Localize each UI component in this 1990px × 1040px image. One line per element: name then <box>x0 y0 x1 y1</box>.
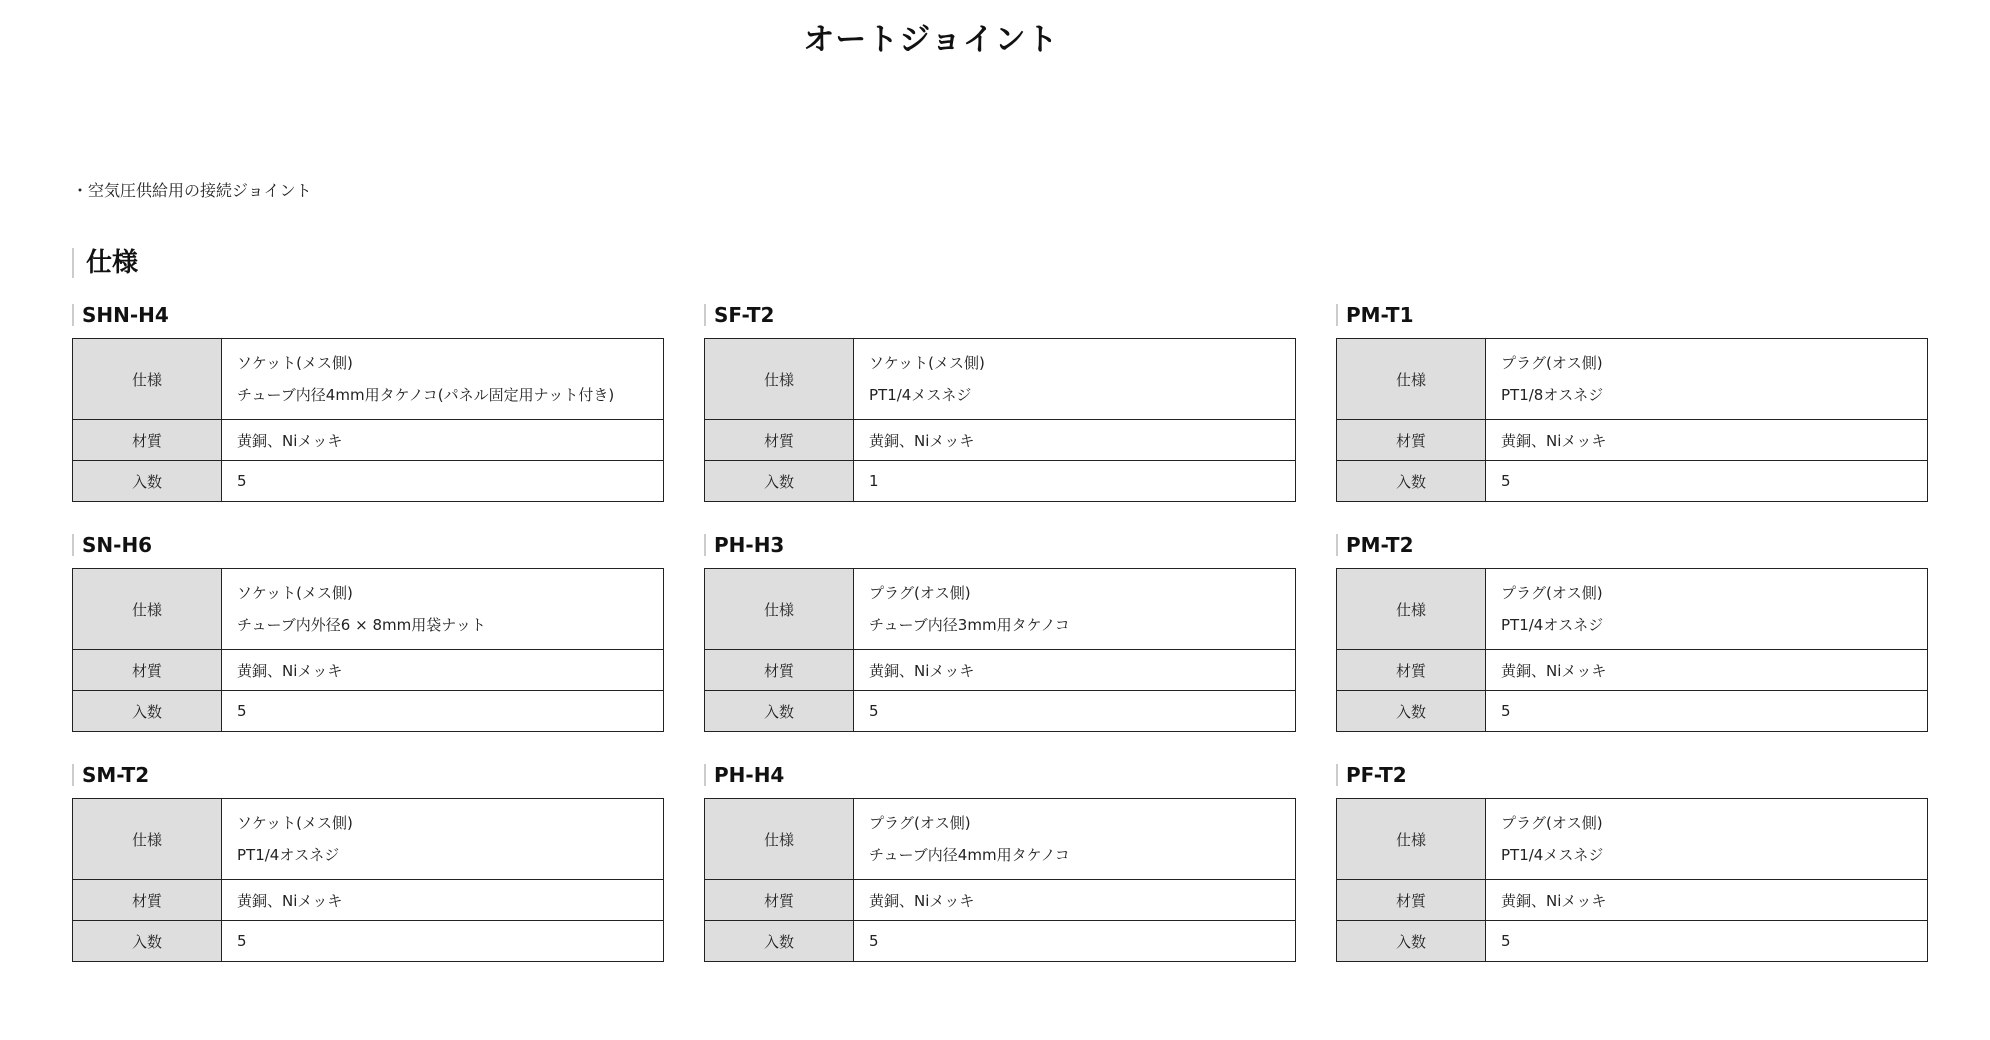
spec-line-2: PT1/4メスネジ <box>869 386 972 404</box>
spec-table <box>72 338 664 502</box>
material-value: 黄銅、Niメッキ <box>222 420 664 461</box>
spec-value <box>222 799 664 880</box>
spec-row <box>1337 569 1928 650</box>
spec-line-1: プラグ(オス側) <box>1501 354 1603 372</box>
quantity-value: 5 <box>1486 691 1928 732</box>
quantity-row <box>73 461 664 502</box>
spec-table <box>72 568 664 732</box>
product-card <box>704 764 1296 962</box>
product-card <box>704 534 1296 732</box>
spec-table <box>704 568 1296 732</box>
spec-label: 仕様 <box>705 799 854 880</box>
material-value: 黄銅、Niメッキ <box>854 650 1296 691</box>
material-row <box>73 650 664 691</box>
spec-label: 仕様 <box>1337 799 1486 880</box>
product-grid <box>72 304 1928 962</box>
material-row <box>705 420 1296 461</box>
product-card <box>1336 764 1928 962</box>
spec-label: 仕様 <box>73 569 222 650</box>
spec-line-1: プラグ(オス側) <box>1501 814 1603 832</box>
spec-table <box>704 798 1296 962</box>
spec-line-1: プラグ(オス側) <box>1501 584 1603 602</box>
product-model: SN-H6 <box>72 534 664 556</box>
material-label: 材質 <box>705 420 854 461</box>
material-label: 材質 <box>73 420 222 461</box>
product-model: PM-T1 <box>1336 304 1928 326</box>
spec-row <box>1337 339 1928 420</box>
product-model: SF-T2 <box>704 304 1296 326</box>
product-model: PF-T2 <box>1336 764 1928 786</box>
quantity-value: 5 <box>1486 921 1928 962</box>
product-card <box>1336 534 1928 732</box>
spec-row <box>705 569 1296 650</box>
quantity-row <box>1337 921 1928 962</box>
spec-table <box>1336 798 1928 962</box>
intro-text: ・空気圧供給用の接続ジョイント <box>72 181 312 200</box>
spec-line-2: チューブ内外径6 × 8mm用袋ナット <box>237 616 486 634</box>
quantity-value: 5 <box>222 461 664 502</box>
product-card <box>72 764 664 962</box>
spec-value <box>854 799 1296 880</box>
quantity-value: 5 <box>854 691 1296 732</box>
spec-label: 仕様 <box>1337 569 1486 650</box>
material-value: 黄銅、Niメッキ <box>854 880 1296 921</box>
quantity-row <box>1337 691 1928 732</box>
spec-line-1: プラグ(オス側) <box>869 584 971 602</box>
spec-row <box>705 339 1296 420</box>
spec-line-2: チューブ内径4mm用タケノコ(パネル固定用ナット付き) <box>237 386 615 404</box>
spec-value <box>222 569 664 650</box>
product-card <box>1336 304 1928 502</box>
product-card <box>704 304 1296 502</box>
spec-row <box>73 339 664 420</box>
quantity-value: 5 <box>854 921 1296 962</box>
material-label: 材質 <box>73 650 222 691</box>
spec-table <box>1336 568 1928 732</box>
material-row <box>705 650 1296 691</box>
material-value: 黄銅、Niメッキ <box>854 420 1296 461</box>
spec-line-2: PT1/4オスネジ <box>237 846 340 864</box>
spec-label: 仕様 <box>705 339 854 420</box>
section-heading: 仕様 <box>72 248 138 278</box>
spec-line-2: チューブ内径4mm用タケノコ <box>869 846 1070 864</box>
spec-line-1: ソケット(メス側) <box>237 814 353 832</box>
spec-value <box>854 569 1296 650</box>
spec-value <box>854 339 1296 420</box>
material-row <box>73 880 664 921</box>
quantity-label: 入数 <box>1337 921 1486 962</box>
spec-label: 仕様 <box>705 569 854 650</box>
page-title: オートジョイント <box>803 22 1059 58</box>
material-value: 黄銅、Niメッキ <box>1486 650 1928 691</box>
product-model: PM-T2 <box>1336 534 1928 556</box>
material-row <box>1337 420 1928 461</box>
spec-label: 仕様 <box>73 339 222 420</box>
spec-row <box>73 569 664 650</box>
quantity-row <box>73 691 664 732</box>
material-value: 黄銅、Niメッキ <box>222 880 664 921</box>
spec-table <box>704 338 1296 502</box>
quantity-row <box>705 691 1296 732</box>
material-value: 黄銅、Niメッキ <box>1486 880 1928 921</box>
product-model: SHN-H4 <box>72 304 664 326</box>
spec-row <box>73 799 664 880</box>
quantity-label: 入数 <box>705 691 854 732</box>
material-label: 材質 <box>705 880 854 921</box>
spec-label: 仕様 <box>73 799 222 880</box>
material-label: 材質 <box>73 880 222 921</box>
product-card <box>72 304 664 502</box>
spec-value <box>1486 339 1928 420</box>
quantity-label: 入数 <box>73 691 222 732</box>
spec-value <box>1486 799 1928 880</box>
material-label: 材質 <box>1337 650 1486 691</box>
spec-line-1: ソケット(メス側) <box>237 354 353 372</box>
spec-line-1: ソケット(メス側) <box>237 584 353 602</box>
quantity-label: 入数 <box>705 921 854 962</box>
spec-value <box>222 339 664 420</box>
material-row <box>1337 650 1928 691</box>
spec-line-2: PT1/4オスネジ <box>1501 616 1604 634</box>
spec-line-1: プラグ(オス側) <box>869 814 971 832</box>
quantity-label: 入数 <box>705 461 854 502</box>
spec-row <box>1337 799 1928 880</box>
quantity-row <box>1337 461 1928 502</box>
quantity-label: 入数 <box>1337 691 1486 732</box>
spec-line-2: PT1/8オスネジ <box>1501 386 1604 404</box>
product-model: SM-T2 <box>72 764 664 786</box>
quantity-label: 入数 <box>1337 461 1486 502</box>
quantity-row <box>705 461 1296 502</box>
material-row <box>705 880 1296 921</box>
spec-line-2: PT1/4メスネジ <box>1501 846 1604 864</box>
product-model: PH-H3 <box>704 534 1296 556</box>
material-label: 材質 <box>705 650 854 691</box>
quantity-label: 入数 <box>73 921 222 962</box>
spec-row <box>705 799 1296 880</box>
quantity-row <box>705 921 1296 962</box>
material-row <box>73 420 664 461</box>
spec-line-1: ソケット(メス側) <box>869 354 985 372</box>
spec-line-2: チューブ内径3mm用タケノコ <box>869 616 1070 634</box>
material-row <box>1337 880 1928 921</box>
quantity-value: 1 <box>854 461 1296 502</box>
quantity-value: 5 <box>222 921 664 962</box>
product-card <box>72 534 664 732</box>
quantity-row <box>73 921 664 962</box>
product-model: PH-H4 <box>704 764 1296 786</box>
material-value: 黄銅、Niメッキ <box>1486 420 1928 461</box>
material-label: 材質 <box>1337 880 1486 921</box>
spec-label: 仕様 <box>1337 339 1486 420</box>
quantity-label: 入数 <box>73 461 222 502</box>
quantity-value: 5 <box>222 691 664 732</box>
material-value: 黄銅、Niメッキ <box>222 650 664 691</box>
spec-table <box>72 798 664 962</box>
spec-table <box>1336 338 1928 502</box>
quantity-value: 5 <box>1486 461 1928 502</box>
spec-value <box>1486 569 1928 650</box>
material-label: 材質 <box>1337 420 1486 461</box>
